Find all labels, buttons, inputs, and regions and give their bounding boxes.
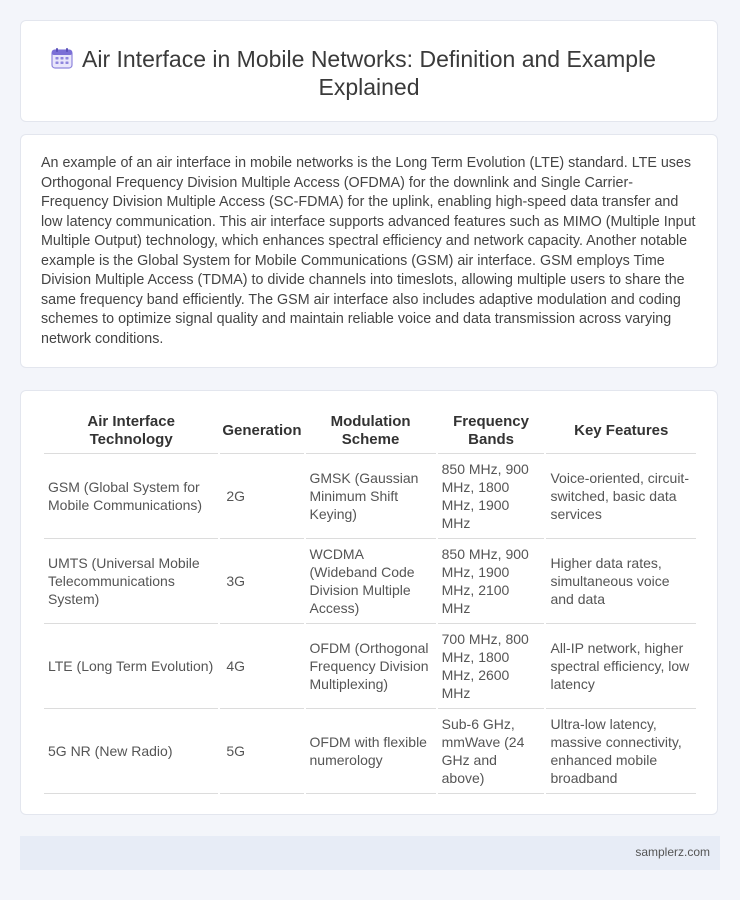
cell-generation: 5G — [220, 709, 303, 794]
cell-generation: 4G — [220, 624, 303, 709]
cell-technology: UMTS (Universal Mobile Telecommunications System) — [44, 539, 218, 624]
table-row — [44, 709, 696, 794]
cell-features: Voice-oriented, circuit-switched, basic data services — [546, 454, 696, 539]
cell-modulation: GMSK (Gaussian Minimum Shift Keying) — [306, 454, 436, 539]
title-card — [20, 20, 718, 122]
table-header-row — [44, 409, 696, 454]
table-row — [44, 539, 696, 624]
footer-site-link[interactable]: samplerz.com — [635, 845, 710, 859]
cell-frequency: Sub-6 GHz, mmWave (24 GHz and above) — [438, 709, 545, 794]
header-features: Key Features — [546, 409, 696, 454]
intro-card — [20, 134, 718, 368]
footer-bar — [20, 836, 720, 870]
cell-modulation: OFDM (Orthogonal Frequency Division Multiplexing) — [306, 624, 436, 709]
intro-paragraph: An example of an air interface in mobile networks is the Long Term Evolution (LTE) standard. LTE uses Orthogonal Frequency Division Multiple Access (OFDMA) for the downlink and Single Carrier-Frequency Division Multiple Access (SC-FDMA) for the uplink, enabling high-speed data transfer and low latency communication. This air interface supports advanced features such as MIMO (Multiple Input Multiple Output) technology, which enhances spectral efficiency and network capacity. Another notable example is the Global System for Mobile Communications (GSM) air interface. GSM employs Time Division Multiple Access (TDMA) to divide channels into timeslots, allowing multiple users to share the same frequency band efficiently. The GSM air interface also includes adaptive modulation and coding schemes to optimize signal quality and maintain reliable voice and data transmission across varying network conditions. — [41, 155, 696, 347]
cell-technology: GSM (Global System for Mobile Communications) — [44, 454, 218, 539]
table-row — [44, 624, 696, 709]
cell-generation: 2G — [220, 454, 303, 539]
cell-frequency: 700 MHz, 800 MHz, 1800 MHz, 2600 MHz — [438, 624, 545, 709]
cell-technology: 5G NR (New Radio) — [44, 709, 218, 794]
header-modulation: Modulation Scheme — [306, 409, 436, 454]
cell-technology: LTE (Long Term Evolution) — [44, 624, 218, 709]
table-card — [20, 390, 718, 815]
header-technology: Air Interface Technology — [44, 409, 218, 454]
cell-features: All-IP network, higher spectral efficiency, low latency — [546, 624, 696, 709]
header-generation: Generation — [220, 409, 303, 454]
header-frequency: Frequency Bands — [438, 409, 545, 454]
cell-modulation: WCDMA (Wideband Code Division Multiple Access) — [306, 539, 436, 624]
cell-features: Higher data rates, simultaneous voice and data — [546, 539, 696, 624]
comparison-table — [42, 409, 698, 794]
cell-frequency: 850 MHz, 900 MHz, 1800 MHz, 1900 MHz — [438, 454, 545, 539]
page-title: Air Interface in Mobile Networks: Definition and Example Explained — [82, 46, 656, 100]
cell-modulation: OFDM with flexible numerology — [306, 709, 436, 794]
cell-features: Ultra-low latency, massive connectivity, enhanced mobile broadband — [546, 709, 696, 794]
cell-generation: 3G — [220, 539, 303, 624]
table-row — [44, 454, 696, 539]
cell-frequency: 850 MHz, 900 MHz, 1900 MHz, 2100 MHz — [438, 539, 545, 624]
